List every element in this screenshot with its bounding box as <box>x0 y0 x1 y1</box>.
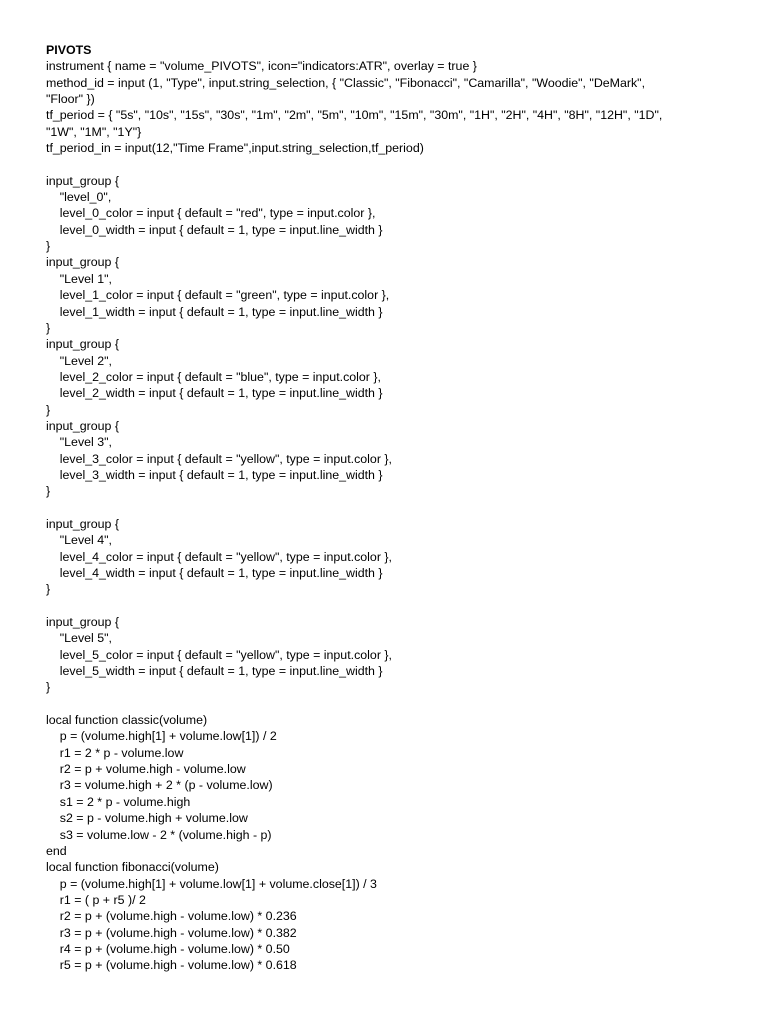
code-line: input_group { <box>46 516 120 531</box>
code-line: "Level 1", <box>46 271 112 286</box>
code-line: p = (volume.high[1] + volume.low[1] + volume.close[1]) / 3 <box>46 876 377 891</box>
code-line: r3 = volume.high + 2 * (p - volume.low) <box>46 778 273 793</box>
blank-line <box>46 598 736 614</box>
code-line: instrument { name = "volume_PIVOTS", icon="indicators:ATR", overlay = true } <box>46 59 477 74</box>
code-line: s3 = volume.low - 2 * (volume.high - p) <box>46 827 272 842</box>
code-line: "Level 4", <box>46 533 112 548</box>
code-line: input_group { <box>46 255 120 270</box>
code-line: r4 = p + (volume.high - volume.low) * 0.50 <box>46 941 290 956</box>
document-body <box>46 58 736 973</box>
code-line: level_1_width = input { default = 1, type = input.line_width } <box>46 304 383 319</box>
code-line: p = (volume.high[1] + volume.low[1]) / 2 <box>46 729 277 744</box>
code-line: "level_0", <box>46 190 112 205</box>
code-line: input_group { <box>46 615 120 630</box>
code-line: r5 = p + (volume.high - volume.low) * 0.618 <box>46 958 297 973</box>
code-line: level_2_color = input { default = "blue", type = input.color }, <box>46 369 381 384</box>
blank-line <box>46 156 736 172</box>
code-line: level_3_width = input { default = 1, type = input.line_width } <box>46 467 383 482</box>
code-line: tf_period_in = input(12,"Time Frame",input.string_selection,tf_period) <box>46 141 424 156</box>
document-page <box>46 42 736 974</box>
code-line: end <box>46 843 67 858</box>
code-line: r2 = p + (volume.high - volume.low) * 0.236 <box>46 909 297 924</box>
code-line: "Floor" }) <box>46 92 95 107</box>
blank-line <box>46 696 736 712</box>
code-line: level_3_color = input { default = "yellow", type = input.color }, <box>46 451 392 466</box>
code-line: input_group { <box>46 337 120 352</box>
code-line: r3 = p + (volume.high - volume.low) * 0.382 <box>46 925 297 940</box>
code-line: input_group { <box>46 418 120 433</box>
code-line: } <box>46 582 51 597</box>
code-line: } <box>46 402 51 417</box>
code-line: level_4_width = input { default = 1, type = input.line_width } <box>46 566 383 580</box>
code-line: input_group { <box>46 173 120 188</box>
code-line: "1W", "1M", "1Y"} <box>46 124 142 139</box>
code-line: method_id = input (1, "Type", input.string_selection, { "Classic", "Fibonacci", "Camarilla", "Woodie", "DeMark", <box>46 75 646 90</box>
code-line: r1 = ( p + r5 )/ 2 <box>46 892 146 907</box>
code-line: "Level 5", <box>46 631 112 646</box>
code-line: level_5_color = input { default = "yellow", type = input.color }, <box>46 647 392 662</box>
code-line: s1 = 2 * p - volume.high <box>46 794 191 809</box>
code-line: } <box>46 680 51 695</box>
code-line: level_2_width = input { default = 1, type = input.line_width } <box>46 386 383 401</box>
code-line: } <box>46 239 51 254</box>
document-title: PIVOTS <box>46 43 92 57</box>
code-line: } <box>46 320 51 335</box>
code-line: r2 = p + volume.high - volume.low <box>46 762 246 777</box>
code-line: "Level 3", <box>46 435 112 450</box>
code-line: level_1_color = input { default = "green", type = input.color }, <box>46 288 390 303</box>
code-line: level_4_color = input { default = "yellow", type = input.color }, <box>46 549 392 564</box>
code-line: } <box>46 484 51 499</box>
code-line: level_5_width = input { default = 1, type = input.line_width } <box>46 664 383 679</box>
code-line: s2 = p - volume.high + volume.low <box>46 811 248 826</box>
blank-line <box>46 500 736 516</box>
code-line: r1 = 2 * p - volume.low <box>46 745 184 760</box>
code-line: level_0_width = input { default = 1, type = input.line_width } <box>46 222 383 237</box>
code-line: local function fibonacci(volume) <box>46 860 219 875</box>
code-line: level_0_color = input { default = "red", type = input.color }, <box>46 206 376 221</box>
code-line: tf_period = { "5s", "10s", "15s", "30s", "1m", "2m", "5m", "10m", "15m", "30m", "1H", "2H", "4H", "8H", "12H", "1D", <box>46 108 663 123</box>
code-line: local function classic(volume) <box>46 713 208 728</box>
code-line: "Level 2", <box>46 353 112 368</box>
